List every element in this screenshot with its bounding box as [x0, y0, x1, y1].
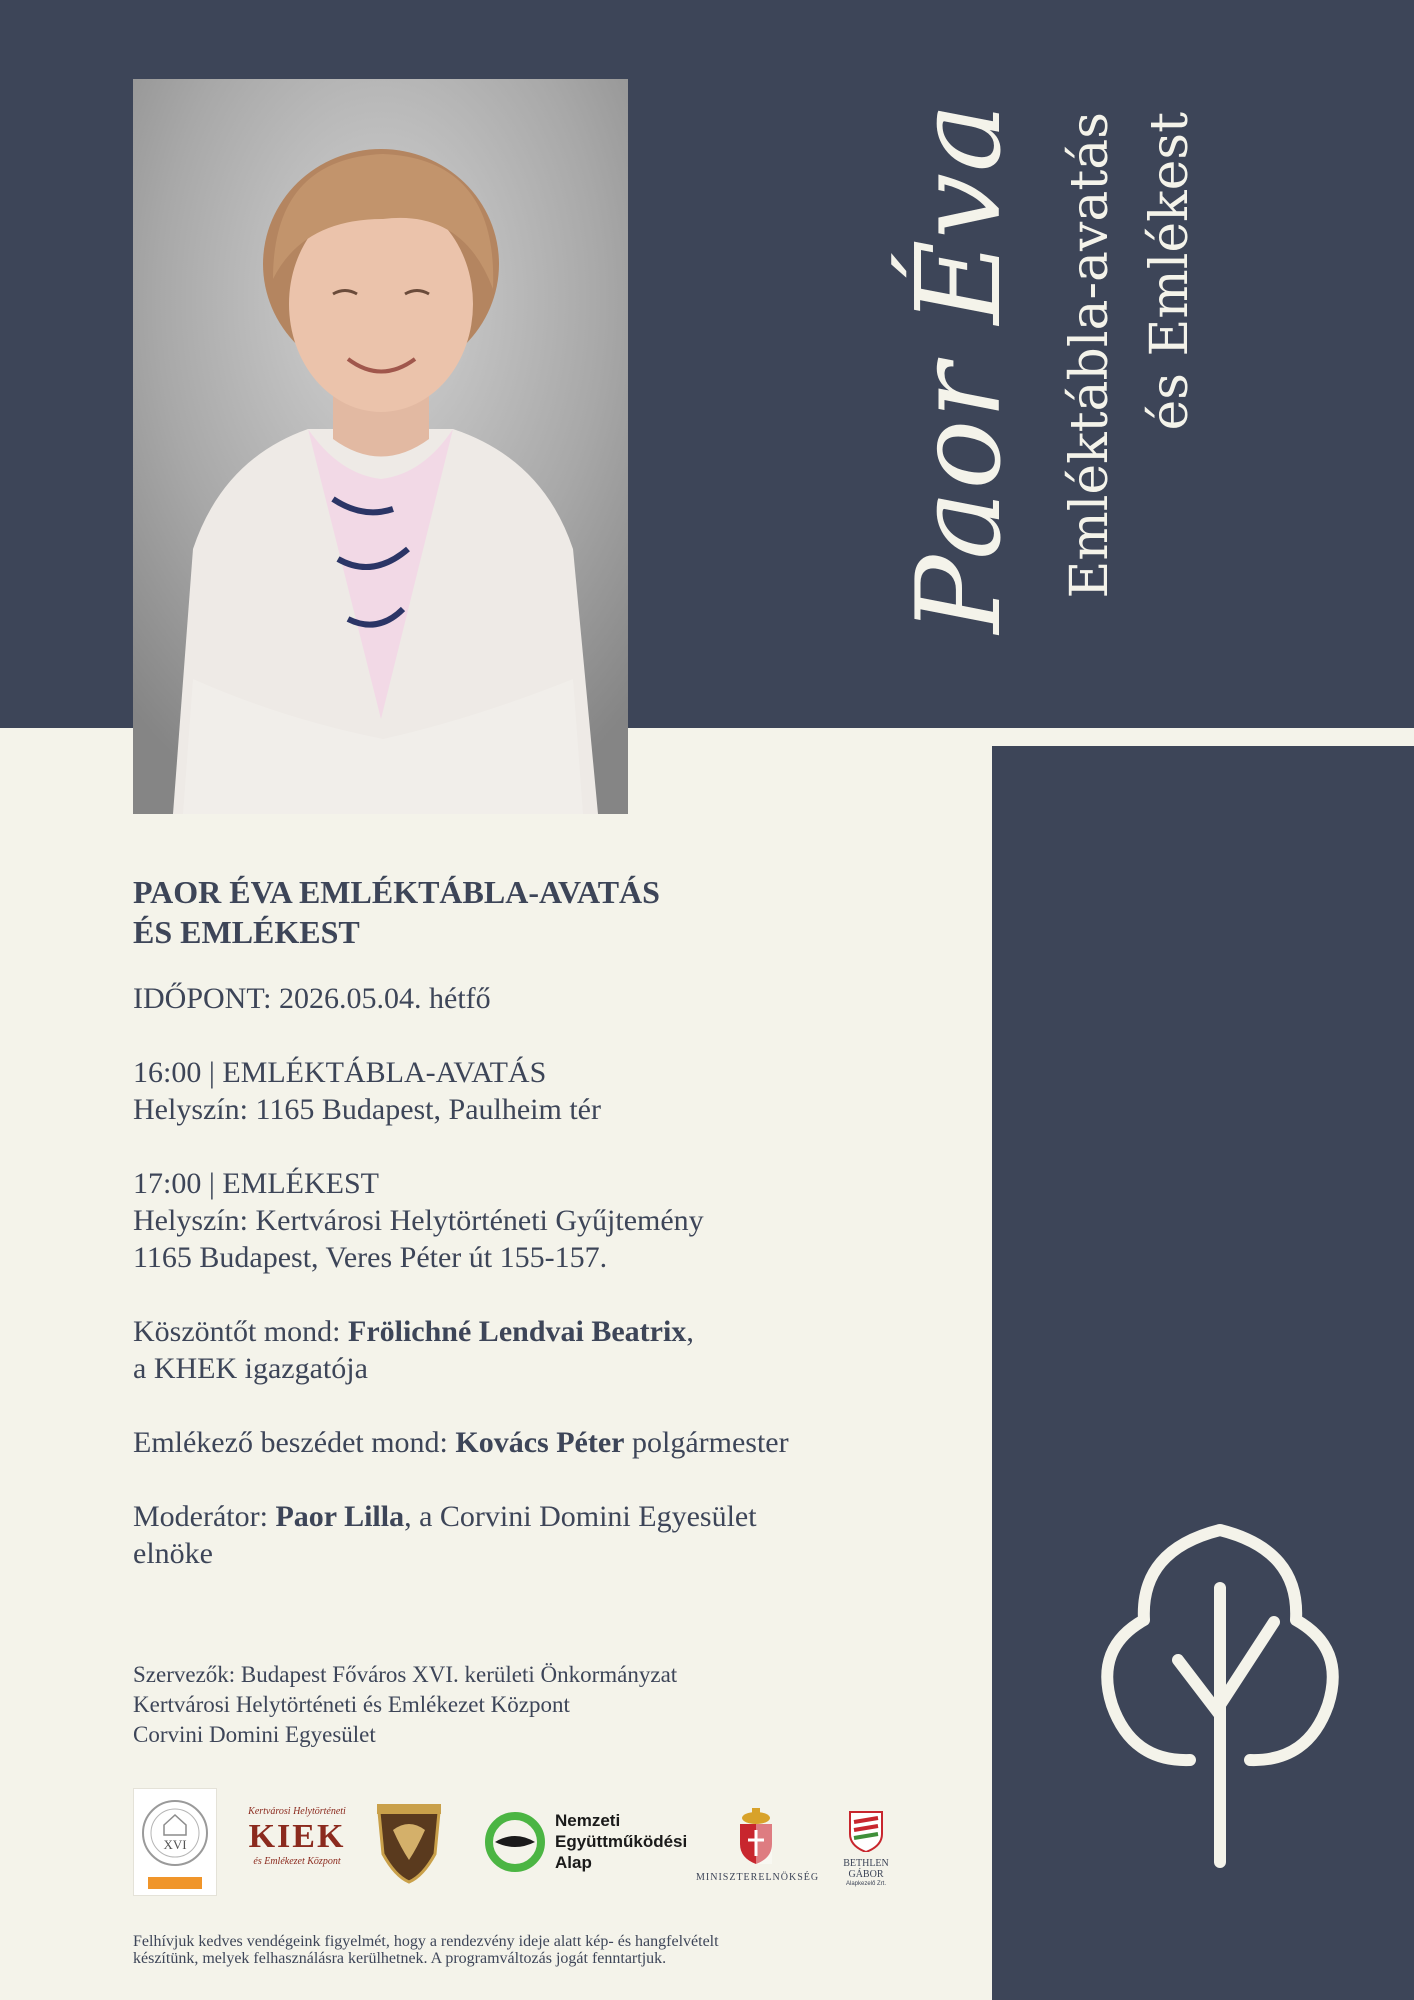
part2-address: 1165 Budapest, Veres Péter út 155-157. — [133, 1241, 608, 1274]
part2-time: 17:00 | EMLÉKEST — [133, 1167, 379, 1200]
bethlen-gabor-logo — [826, 1808, 906, 1887]
sponsor-logos — [133, 1788, 923, 1898]
poster-title: Paor Éva — [892, 102, 1027, 634]
moderator-name: Paor Lilla — [275, 1500, 405, 1533]
event-date: IDŐPONT: 2026.05.04. hétfő — [133, 982, 491, 1015]
moderator-role: , a Corvini Domini Egyesület — [404, 1500, 757, 1533]
ministry-logo — [696, 1808, 820, 1884]
greeting-name: Frölichné Lendvai Beatrix — [348, 1315, 687, 1348]
moderator-line — [133, 1498, 963, 1535]
tree-icon — [1060, 1500, 1380, 1880]
speech-name: Kovács Péter — [455, 1426, 625, 1459]
portrait-photo — [133, 79, 628, 814]
speech-role: polgármester — [624, 1426, 789, 1459]
speech-label: Emlékező beszédet mond: — [133, 1426, 456, 1459]
xvi-text: XVI — [163, 1837, 187, 1852]
footer-note — [133, 1933, 953, 1967]
nea-line3: Alap — [555, 1853, 592, 1872]
poster-subtitle-line1: Emléktábla-avatás — [1060, 112, 1120, 599]
organizers — [133, 1660, 963, 1750]
organizer-line: Szervezők: Budapest Főváros XVI. kerületi Önkormányzat — [133, 1662, 678, 1687]
corvini-domini-shield-logo — [373, 1804, 445, 1884]
poster-subtitle — [1050, 112, 1210, 672]
kiek-top-text: Kertvárosi Helytörténeti — [248, 1806, 346, 1817]
event-heading-line1: PAOR ÉVA EMLÉKTÁBLA-AVATÁS — [133, 874, 660, 910]
bethlen-caption: BETHLEN GÁBOR — [843, 1858, 889, 1880]
footer-line2: készítünk, melyek felhasználásra kerülhetnek. A programváltozás jogát fenntartjuk. — [133, 1950, 667, 1967]
organizer-line: Corvini Domini Egyesület — [133, 1722, 376, 1747]
footer-line1: Felhívjuk kedves vendégeink figyelmét, hogy a rendezvény ideje alatt kép- és hangfelvételt — [133, 1933, 719, 1950]
speech-line — [133, 1424, 963, 1461]
nea-line2: Együttműködési — [555, 1832, 688, 1851]
part1-place: Helyszín: 1165 Budapest, Paulheim tér — [133, 1093, 601, 1126]
moderator-role-line2: elnöke — [133, 1537, 213, 1570]
greeting-suffix: , — [686, 1315, 694, 1348]
part1-time: 16:00 | EMLÉKTÁBLA-AVATÁS — [133, 1056, 547, 1089]
poster-subtitle-line2: és Emlékest — [1140, 112, 1200, 431]
district-xvi-logo — [133, 1788, 217, 1896]
nea-line1: Nemzeti — [555, 1811, 621, 1830]
kiek-logo — [245, 1806, 349, 1876]
organizer-line: Kertvárosi Helytörténeti és Emlékezet Központ — [133, 1692, 570, 1717]
event-heading — [133, 872, 963, 952]
kiek-bottom-text: és Emlékezet Központ — [253, 1856, 341, 1867]
event-heading-line2: ÉS EMLÉKEST — [133, 914, 360, 950]
ministry-caption: MINISZTERELNÖKSÉG — [696, 1872, 820, 1883]
moderator-label: Moderátor: — [133, 1500, 276, 1533]
kiek-monogram: KIEK — [248, 1818, 346, 1855]
bethlen-subcaption: Alapkezelő Zrt. — [845, 1881, 887, 1887]
nea-text — [555, 1810, 687, 1873]
greeting-label: Köszöntőt mond: — [133, 1315, 348, 1348]
nea-logo — [483, 1808, 703, 1878]
part2-place: Helyszín: Kertvárosi Helytörténeti Gyűjtemény — [133, 1204, 704, 1237]
greeting-line — [133, 1313, 963, 1350]
greeting-role: a KHEK igazgatója — [133, 1352, 368, 1385]
event-details — [133, 872, 963, 1572]
